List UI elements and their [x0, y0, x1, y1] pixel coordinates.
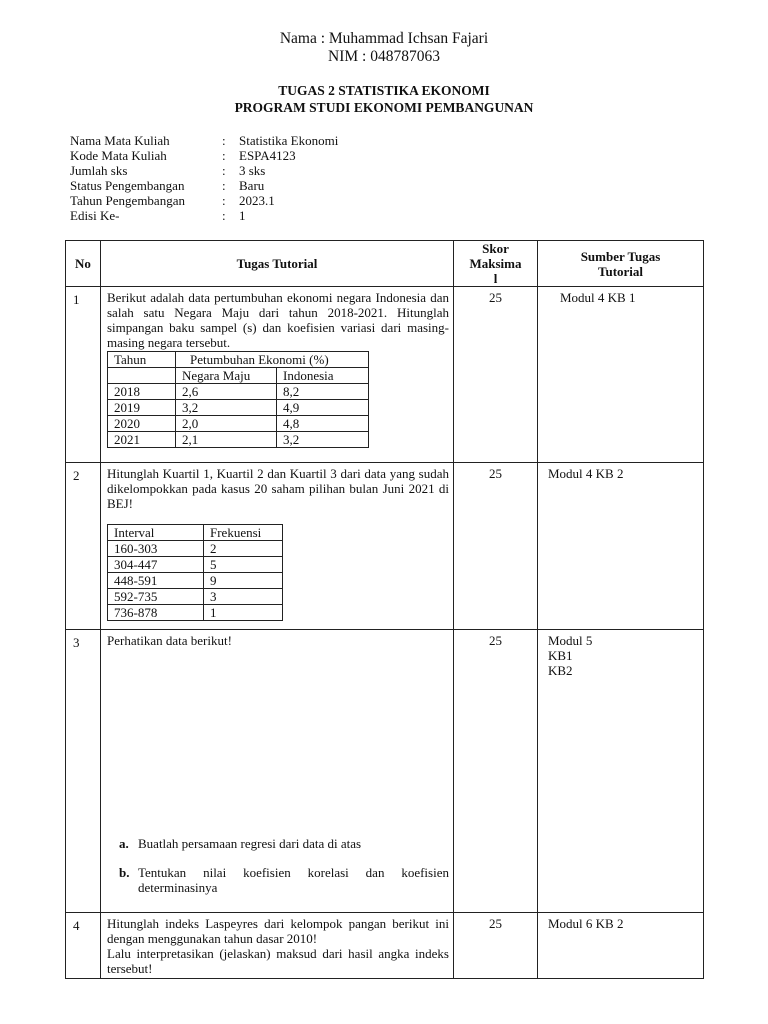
task-text-2: Lalu interpretasikan (jelaskan) maksud dari hasil angka indeks tersebut!: [107, 946, 449, 976]
task-cell: [101, 630, 454, 913]
table-header-row: [66, 241, 704, 287]
source-line: KB2: [548, 663, 573, 678]
source-line: Modul 5: [548, 633, 593, 648]
header-skor: [454, 241, 538, 287]
sub-table-row: [108, 525, 283, 541]
sub-header-frekuensi: Frekuensi: [204, 525, 283, 541]
table-row: [66, 913, 704, 979]
info-separator: :: [222, 148, 226, 163]
sub-table-row: [108, 384, 369, 400]
header-no: No: [66, 241, 101, 287]
sub-cell: 3,2: [176, 400, 277, 416]
sub-table-row: [108, 573, 283, 589]
sub-cell: 592-735: [108, 589, 204, 605]
sub-table-row: [108, 368, 369, 384]
header-tugas: Tugas Tutorial: [101, 241, 454, 287]
score-cell: 25: [454, 463, 538, 630]
task-text: Hitunglah Kuartil 1, Kuartil 2 dan Kuartil 3 dari data yang sudah dikelompokkan pada kasus 20 saham pilihan bulan Juni 2021 di BEJ!: [107, 466, 449, 511]
table-row: [66, 630, 704, 913]
growth-table: [107, 351, 369, 448]
sub-header-growth: [176, 352, 369, 368]
student-name: Nama : Muhammad Ichsan Fajari: [279, 30, 489, 47]
sub-header-interval: Interval: [108, 525, 204, 541]
info-row-status: [70, 178, 338, 193]
sub-cell: 3: [204, 589, 283, 605]
list-marker: a.: [119, 836, 129, 851]
sub-cell: 2019: [108, 400, 176, 416]
sub-table-row: [108, 432, 369, 448]
score-cell: 25: [454, 287, 538, 463]
row-number: 3: [66, 630, 101, 913]
sub-cell: 4,8: [277, 416, 369, 432]
task-text: Berikut adalah data pertumbuhan ekonomi negara Indonesia dan salah satu Negara Maju dari tahun 2018-2021. Hitunglah simpangan baku sampel (s) dan koefisien variasi dari masing-masing negara tersebut.: [107, 290, 449, 350]
info-separator: :: [222, 193, 226, 208]
sub-cell: 2,0: [176, 416, 277, 432]
list-marker: b.: [119, 865, 130, 880]
sub-cell: 8,2: [277, 384, 369, 400]
header-sumber-line: Tutorial: [597, 263, 644, 279]
course-info: [70, 133, 338, 223]
table-row: [66, 463, 704, 630]
sub-cell: 2018: [108, 384, 176, 400]
info-row-year: [70, 193, 338, 208]
document-title: [0, 82, 768, 116]
header-sumber: [538, 241, 704, 287]
sub-header-growth-label: Petumbuhan Ekonomi (%): [190, 352, 329, 367]
info-separator: :: [222, 133, 226, 148]
score-cell: 25: [454, 630, 538, 913]
sub-header-indo: Indonesia: [277, 368, 369, 384]
sub-table-row: [108, 557, 283, 573]
row-number: 2: [66, 463, 101, 630]
task-cell: [101, 287, 454, 463]
info-label: Status Pengembangan: [70, 178, 185, 193]
sub-table-row: [108, 605, 283, 621]
sub-cell: 160-303: [108, 541, 204, 557]
header-skor-line: Skor: [482, 241, 509, 256]
sub-cell: 2020: [108, 416, 176, 432]
table-row: [66, 287, 704, 463]
sub-cell: 304-447: [108, 557, 204, 573]
list-text: Tentukan nilai koefisien korelasi dan koefisien determinasinya: [138, 865, 449, 895]
source-line: KB1: [548, 648, 573, 663]
sub-cell: 4,9: [277, 400, 369, 416]
info-row-edition: [70, 208, 338, 223]
info-value: Baru: [239, 178, 265, 193]
task-sublist: [107, 836, 449, 895]
info-value: 3 sks: [239, 163, 266, 178]
score-cell: 25: [454, 913, 538, 979]
sub-cell: 5: [204, 557, 283, 573]
source-cell: [538, 630, 704, 913]
sub-cell: [108, 368, 176, 384]
student-header: [0, 30, 768, 66]
info-label: Kode Mata Kuliah: [70, 148, 167, 163]
info-separator: :: [222, 178, 226, 193]
source-cell: Modul 4 KB 2: [538, 463, 704, 630]
sub-table-row: [108, 400, 369, 416]
list-text: Buatlah persamaan regresi dari data di atas: [138, 836, 362, 851]
info-value: 1: [239, 208, 246, 223]
task-cell: [101, 913, 454, 979]
sub-header-maju: Negara Maju: [176, 368, 277, 384]
title-line-1: TUGAS 2 STATISTIKA EKONOMI: [278, 83, 490, 98]
sub-cell: 2: [204, 541, 283, 557]
sub-table-row: [108, 589, 283, 605]
info-value: ESPA4123: [239, 148, 296, 163]
info-row-course-code: [70, 148, 338, 163]
info-label: Tahun Pengembangan: [70, 193, 185, 208]
sub-cell: 3,2: [277, 432, 369, 448]
sub-table-row: [108, 541, 283, 557]
sub-cell: 1: [204, 605, 283, 621]
source-cell: Modul 6 KB 2: [538, 913, 704, 979]
header-sumber-line: Sumber Tugas: [580, 248, 661, 264]
list-item: [119, 836, 449, 851]
task-text: Perhatikan data berikut!: [107, 633, 232, 648]
row-number: 4: [66, 913, 101, 979]
sub-cell: 736-878: [108, 605, 204, 621]
header-skor-line: l: [493, 271, 498, 286]
info-label: Nama Mata Kuliah: [70, 133, 170, 148]
info-row-course-name: [70, 133, 338, 148]
task-cell: [101, 463, 454, 630]
sub-cell: 2,1: [176, 432, 277, 448]
source-line: Modul 4 KB 1: [560, 290, 636, 305]
title-line-2: PROGRAM STUDI EKONOMI PEMBANGUNAN: [234, 100, 534, 115]
sub-cell: 9: [204, 573, 283, 589]
header-skor-line: Maksima: [469, 256, 522, 271]
student-nim: NIM : 048787063: [328, 48, 440, 65]
info-separator: :: [222, 208, 226, 223]
sub-cell: 448-591: [108, 573, 204, 589]
info-separator: :: [222, 163, 226, 178]
sub-cell: 2,6: [176, 384, 277, 400]
frequency-table: [107, 524, 283, 621]
row-number: 1: [66, 287, 101, 463]
info-label: Edisi Ke-: [70, 208, 120, 223]
sub-table-row: [108, 352, 369, 368]
info-label: Jumlah sks: [70, 163, 128, 178]
task-text: Hitunglah indeks Laspeyres dari kelompok pangan berikut ini dengan menggunakan tahun dasar 2010!: [107, 916, 449, 946]
sub-table-row: [108, 416, 369, 432]
task-table: [65, 240, 704, 979]
list-item: [119, 865, 449, 895]
info-row-credits: [70, 163, 338, 178]
info-value: 2023.1: [239, 193, 275, 208]
sub-cell: 2021: [108, 432, 176, 448]
sub-header-tahun: Tahun: [108, 352, 176, 368]
source-cell: [538, 287, 704, 463]
info-value: Statistika Ekonomi: [239, 133, 339, 148]
